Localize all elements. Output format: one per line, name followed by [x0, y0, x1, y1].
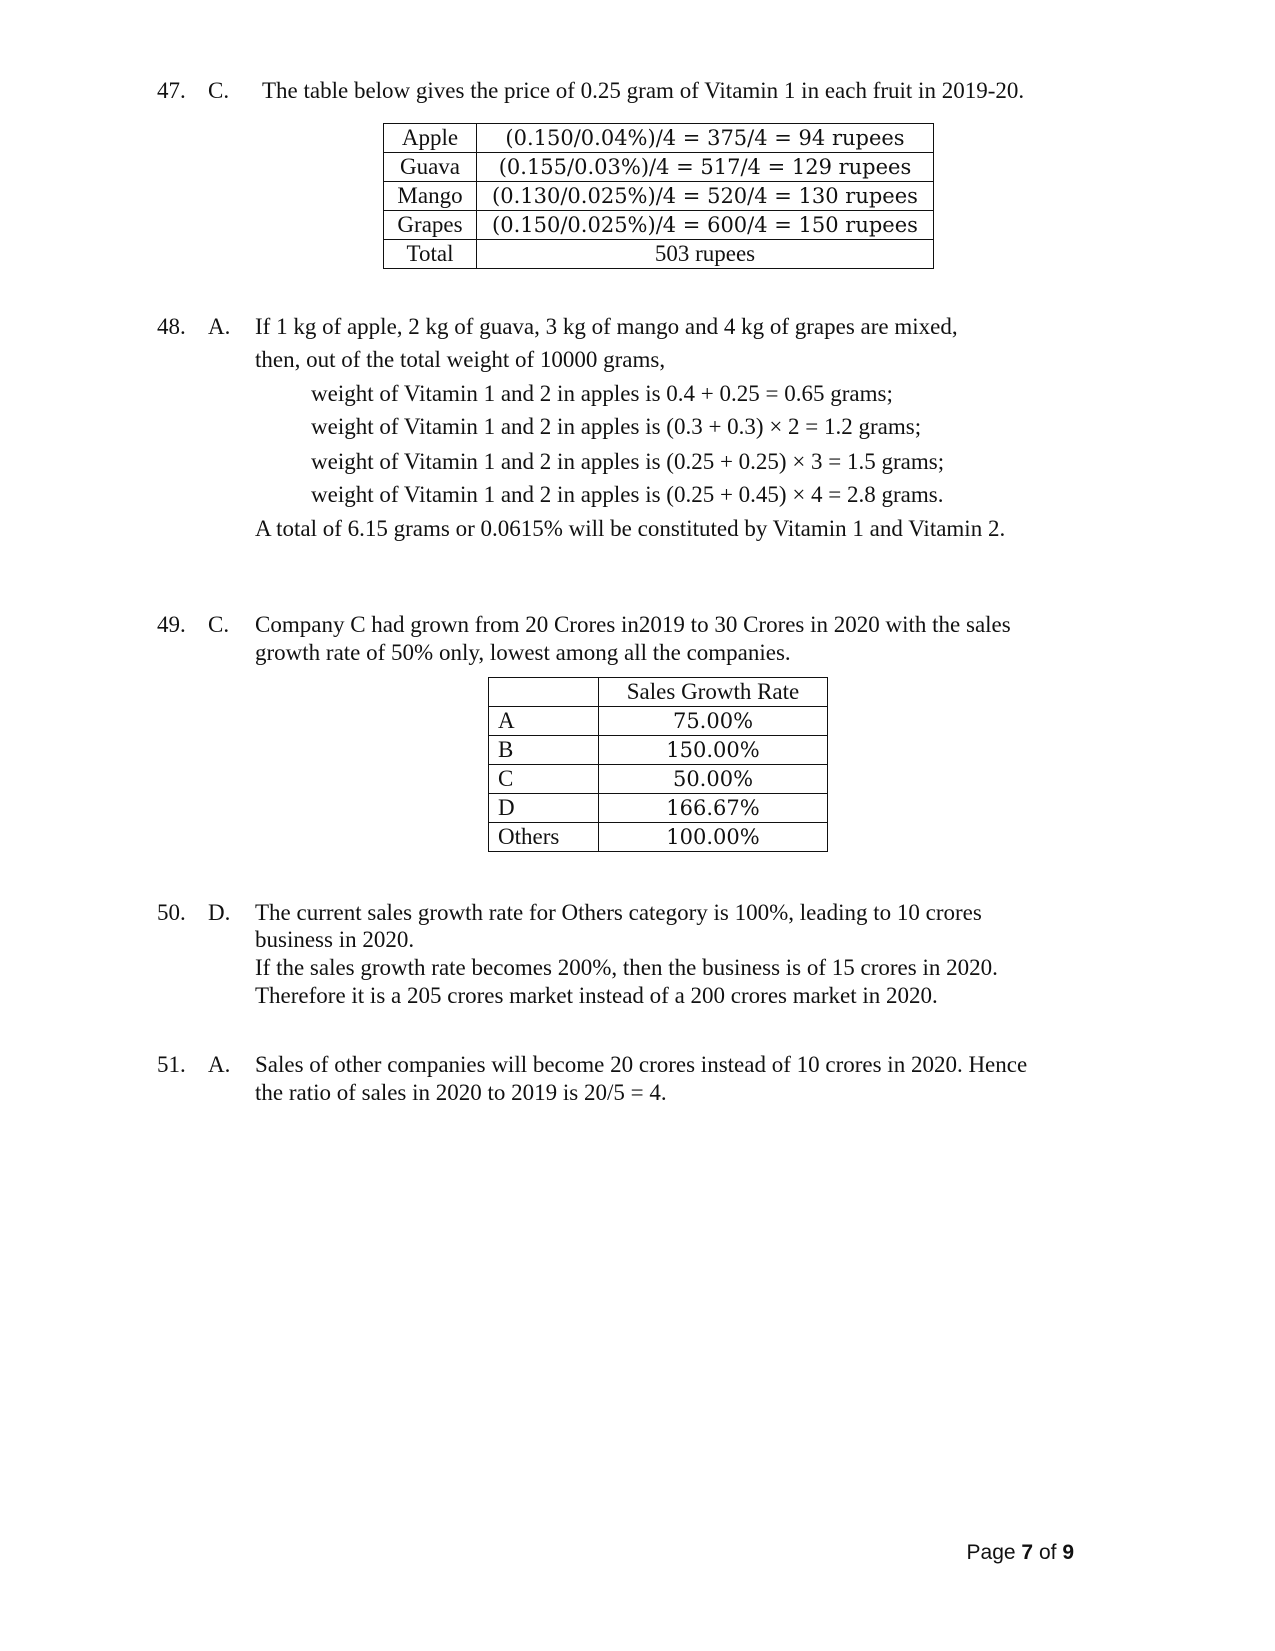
question-number: 48. [157, 314, 186, 339]
page-label: Page [966, 1541, 1016, 1564]
rate-cell: 50.00% [599, 765, 828, 794]
table-row [489, 794, 828, 823]
question-number: 50. [157, 900, 186, 925]
table-row [384, 211, 934, 240]
page-footer [967, 1541, 1074, 1565]
company-cell: D [489, 794, 599, 823]
question-text-line: Therefore it is a 205 crores market instead of a 200 crores market in 2020. [255, 983, 938, 1008]
fruit-cell: Apple [384, 124, 477, 153]
answer-letter: A. [208, 314, 231, 339]
table-row [489, 707, 828, 736]
rate-cell: 166.67% [599, 794, 828, 823]
question-text: The table below gives the price of 0.25 gram of Vitamin 1 in each fruit in 2019-20. [262, 78, 1025, 103]
table-row [384, 153, 934, 182]
column-header: Sales Growth Rate [599, 678, 828, 707]
table-row [489, 823, 828, 852]
answer-letter: A. [208, 1052, 231, 1077]
question-text-line: then, out of the total weight of 10000 grams, [255, 347, 666, 372]
company-cell: Others [489, 823, 599, 852]
rate-cell: 75.00% [599, 707, 828, 736]
company-cell: A [489, 707, 599, 736]
question-text-line: If 1 kg of apple, 2 kg of guava, 3 kg of mango and 4 kg of grapes are mixed, [255, 314, 958, 339]
sales-growth-table [488, 677, 828, 852]
fruit-cell: Guava [384, 153, 477, 182]
calc-cell: 503 rupees [477, 240, 934, 269]
answer-letter: C. [208, 78, 230, 103]
page-of-label: of [1038, 1541, 1057, 1564]
question-text-line: the ratio of sales in 2020 to 2019 is 20/5 = 4. [255, 1080, 667, 1105]
question-text-line: The current sales growth rate for Others category is 100%, leading to 10 crores [255, 900, 982, 925]
table-header-row [489, 678, 828, 707]
question-number: 47. [157, 78, 186, 103]
question-number: 51. [157, 1052, 186, 1077]
question-text-line: Sales of other companies will become 20 crores instead of 10 crores in 2020. Hence [255, 1052, 1028, 1077]
empty-header-cell [489, 678, 599, 707]
list-item: weight of Vitamin 1 and 2 in apples is (0.25 + 0.45) × 4 = 2.8 grams. [311, 482, 944, 507]
list-item: weight of Vitamin 1 and 2 in apples is (0.3 + 0.3) × 2 = 1.2 grams; [311, 414, 922, 439]
calc-cell: (0.155/0.03%)/4 = 517/4 = 129 rupees [477, 153, 934, 182]
calc-cell: (0.150/0.04%)/4 = 375/4 = 94 rupees [477, 124, 934, 153]
answer-letter: D. [208, 900, 231, 925]
table-row [384, 124, 934, 153]
fruit-cell: Total [384, 240, 477, 269]
rate-cell: 100.00% [599, 823, 828, 852]
table-row [384, 240, 934, 269]
table-row [489, 765, 828, 794]
table-row [384, 182, 934, 211]
calc-cell: (0.150/0.025%)/4 = 600/4 = 150 rupees [477, 211, 934, 240]
answer-letter: C. [208, 612, 230, 637]
fruit-cell: Mango [384, 182, 477, 211]
question-number: 49. [157, 612, 186, 637]
vitamin-price-table [383, 123, 934, 269]
rate-cell: 150.00% [599, 736, 828, 765]
table-row [489, 736, 828, 765]
current-page: 7 [1021, 1541, 1034, 1564]
question-text-line: growth rate of 50% only, lowest among all the companies. [255, 640, 791, 665]
question-text-line: Company C had grown from 20 Crores in2019 to 30 Crores in 2020 with the sales [255, 612, 1011, 637]
conclusion-text: A total of 6.15 grams or 0.0615% will be constituted by Vitamin 1 and Vitamin 2. [255, 516, 1006, 541]
list-item: weight of Vitamin 1 and 2 in apples is (0.25 + 0.25) × 3 = 1.5 grams; [311, 449, 945, 474]
company-cell: C [489, 765, 599, 794]
question-text-line: business in 2020. [255, 927, 415, 952]
calc-cell: (0.130/0.025%)/4 = 520/4 = 130 rupees [477, 182, 934, 211]
list-item: weight of Vitamin 1 and 2 in apples is 0.4 + 0.25 = 0.65 grams; [311, 381, 893, 406]
question-text-line: If the sales growth rate becomes 200%, then the business is of 15 crores in 2020. [255, 955, 998, 980]
company-cell: B [489, 736, 599, 765]
total-pages: 9 [1062, 1541, 1074, 1564]
fruit-cell: Grapes [384, 211, 477, 240]
